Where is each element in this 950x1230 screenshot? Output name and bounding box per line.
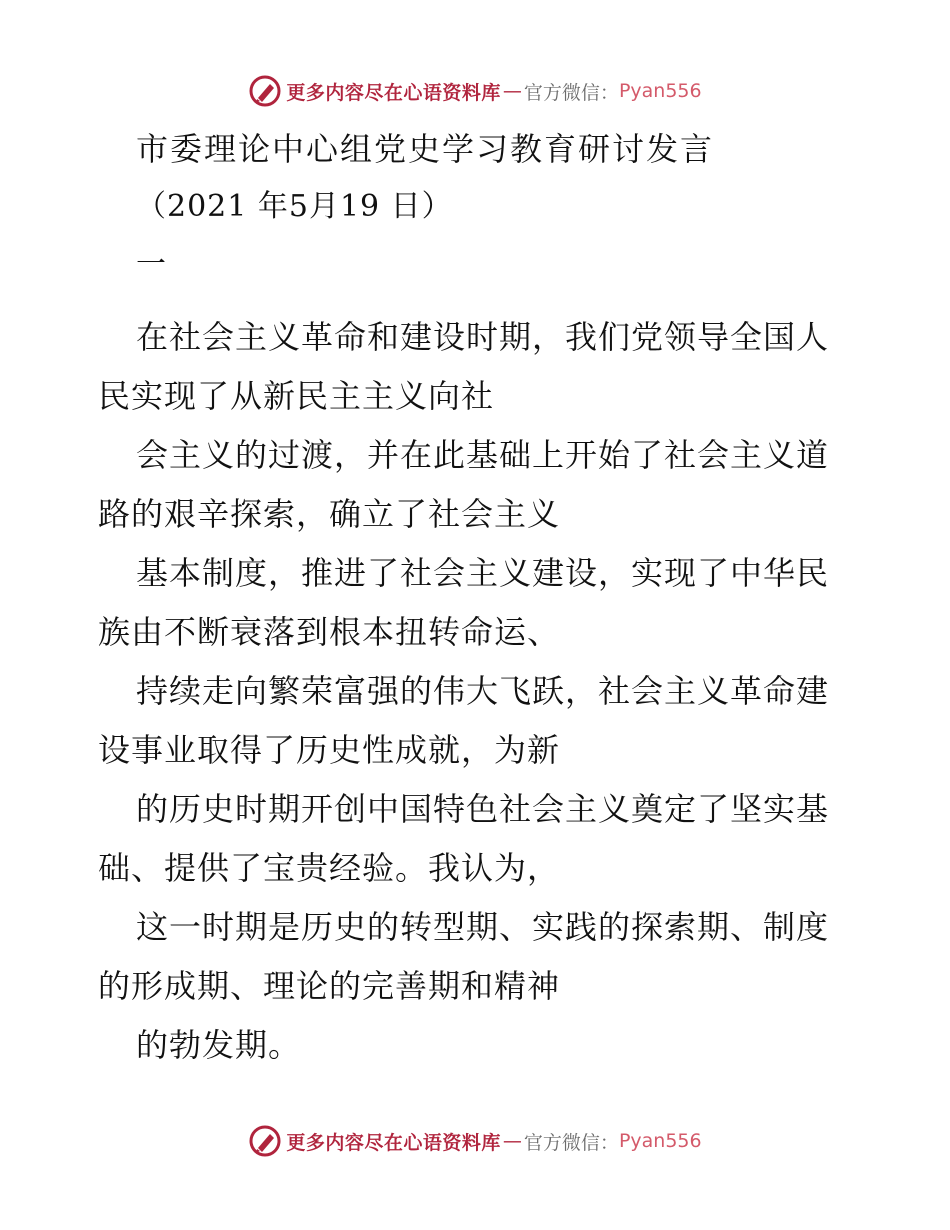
banner-separator: — [502,1130,522,1152]
watermark-banner-bottom [0,1121,950,1161]
document-title: 市委理论中心组党史学习教育研讨发言 [136,130,715,168]
text-line: 的历史时期开创中国特色社会主义奠定了坚实基 [136,790,830,828]
text-line: 持续走向繁荣富强的伟大飞跃，社会主义革命建 [136,672,830,710]
banner-wechat-label: 官方微信： [523,81,619,104]
logo-icon [248,1124,282,1158]
watermark-banner-top [0,71,950,111]
document-date: （2021 年5月19 日） [136,189,453,224]
banner-separator: — [502,80,522,102]
banner-wechat-label: 官方微信： [523,1131,619,1154]
text-line: 族由不断衰落到根本扭转命运、 [98,613,561,651]
text-line: 这一时期是历史的转型期、实践的探索期、制度 [136,908,830,946]
text-line: 的勃发期。 [136,1026,302,1064]
text-line: 民实现了从新民主主义向社 [98,377,495,415]
text-line: 会主义的过渡，并在此基础上开始了社会主义道 [136,436,830,474]
text-line: 础、提供了宝贵经验。我认为， [98,849,561,887]
text-line: 的形成期、理论的完善期和精神 [98,967,561,1005]
text-line: 基本制度，推进了社会主义建设，实现了中华民 [136,554,830,592]
banner-text: 更多内容尽在心语资料库 [286,1131,501,1154]
paragraph-block [98,308,858,1075]
logo-icon [248,74,282,108]
text-line: 设事业取得了历史性成就，为新 [98,731,561,769]
banner-text: 更多内容尽在心语资料库 [286,81,501,104]
banner-handle: Pyan556 [618,80,702,102]
text-line: 路的艰辛探索，确立了社会主义 [98,495,561,533]
section-number: 一 [136,247,166,282]
document-body [98,120,858,1075]
banner-handle: Pyan556 [618,1130,702,1152]
text-line: 在社会主义革命和建设时期，我们党领导全国人 [136,318,830,356]
